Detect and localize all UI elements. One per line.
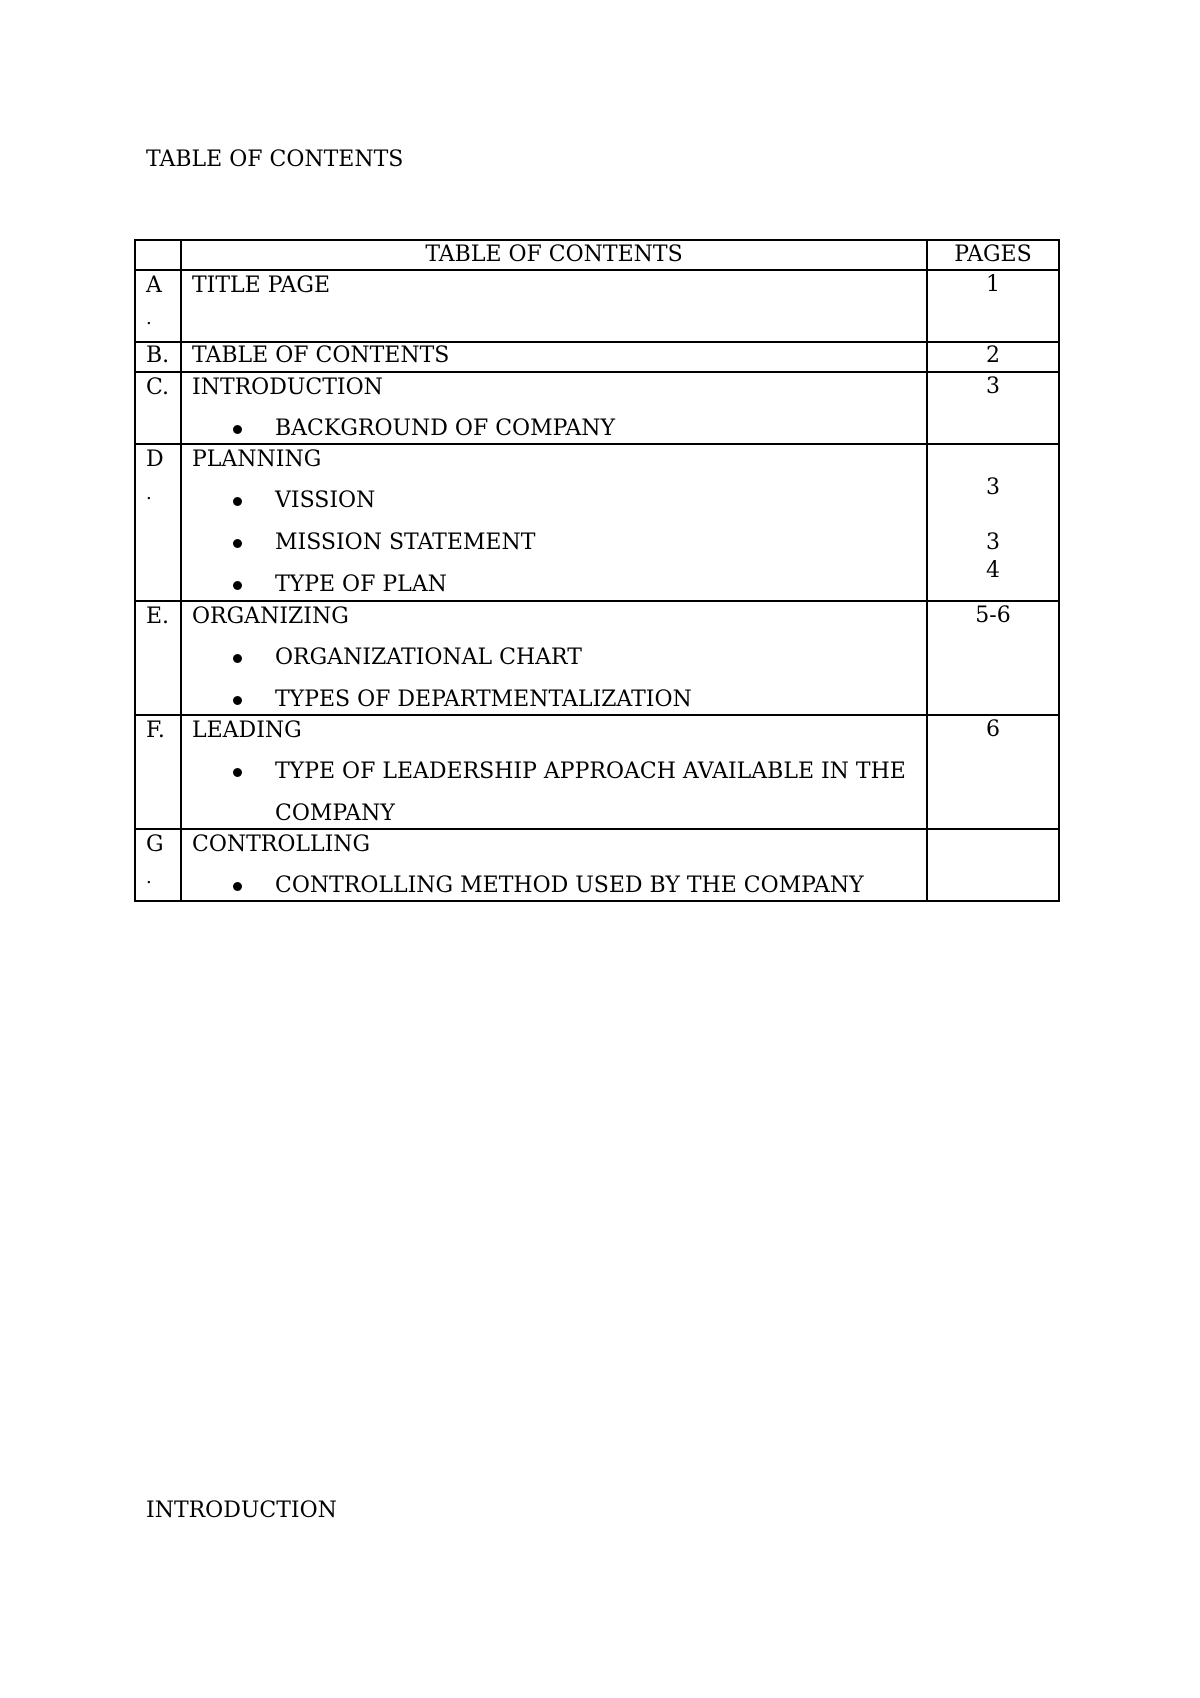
toc-letter (135, 715, 181, 829)
toc-letter-text: E. (146, 604, 170, 629)
toc-subitem-label: TYPES OF DEPARTMENTALIZATION (275, 687, 692, 712)
toc-subitem-label-continued: COMPANY (275, 801, 395, 826)
bullet-icon (233, 539, 242, 548)
toc-subitems (192, 487, 926, 599)
toc-subitem (275, 758, 926, 828)
toc-pages (927, 270, 1059, 342)
toc-subitem (275, 571, 926, 599)
toc-subitem-label: CONTROLLING METHOD USED BY THE COMPANY (275, 873, 864, 898)
toc-subitems (192, 758, 926, 828)
toc-letter-text: F. (146, 718, 165, 743)
toc-pages (927, 715, 1059, 829)
toc-row (135, 715, 1059, 829)
toc-header-pages: PAGES (927, 240, 1059, 270)
toc-subitems (192, 644, 926, 714)
toc-row (135, 444, 1059, 601)
toc-letter (135, 372, 181, 444)
toc-section-title: TITLE PAGE (192, 273, 331, 298)
toc-subitem-label: TYPE OF PLAN (275, 572, 447, 597)
toc-letter (135, 444, 181, 601)
toc-page-number: 3 (986, 530, 1000, 555)
page-title: TABLE OF CONTENTS (146, 147, 404, 172)
toc-title (181, 342, 927, 372)
toc-letter-text: A (146, 273, 162, 298)
toc-subitem (275, 415, 926, 443)
toc-letter (135, 601, 181, 715)
toc-title (181, 270, 927, 342)
toc-subitem (275, 487, 926, 515)
toc-row (135, 372, 1059, 444)
bullet-icon (233, 882, 242, 891)
bullet-icon (233, 696, 242, 705)
toc-letter (135, 829, 181, 901)
toc-letter-dot: . (146, 867, 152, 888)
toc-section-title: INTRODUCTION (192, 375, 383, 400)
toc-page-number: 3 (986, 374, 1000, 399)
toc-title (181, 372, 927, 444)
toc-row (135, 601, 1059, 715)
toc-pages (927, 829, 1059, 901)
bullet-icon (233, 581, 242, 590)
toc-letter-text: C. (146, 375, 170, 400)
toc-pages (927, 444, 1059, 601)
toc-section-title: ORGANIZING (192, 604, 349, 629)
toc-page-number: 2 (986, 343, 1000, 368)
toc-subitem (275, 529, 926, 557)
toc-letter-dot: . (146, 308, 152, 329)
toc-pages (927, 342, 1059, 372)
toc-header-title: TABLE OF CONTENTS (181, 240, 927, 270)
toc-subitem (275, 686, 926, 714)
bullet-icon (233, 425, 242, 434)
toc-header-letter (135, 240, 181, 270)
toc-subitem-label: MISSION STATEMENT (275, 530, 536, 555)
toc-subitem-label: TYPE OF LEADERSHIP APPROACH AVAILABLE IN THE (275, 759, 906, 784)
toc-letter-text: D (146, 447, 164, 472)
toc-title (181, 715, 927, 829)
toc-page-number: 3 (986, 475, 1000, 500)
toc-subitem (275, 644, 926, 672)
toc-title (181, 601, 927, 715)
section-heading-introduction: INTRODUCTION (146, 1498, 337, 1523)
bullet-icon (233, 768, 242, 777)
toc-letter (135, 270, 181, 342)
toc-row (135, 829, 1059, 901)
toc-page-number: 1 (986, 272, 1000, 297)
toc-subitems (192, 872, 926, 900)
toc-header-row (135, 240, 1059, 270)
bullet-icon (233, 497, 242, 506)
toc-page-number: 6 (986, 717, 1000, 742)
toc-letter-dot: . (146, 483, 152, 504)
toc-subitem-label: BACKGROUND OF COMPANY (275, 416, 616, 441)
toc-letter-text: G (146, 832, 164, 857)
toc-section-title: PLANNING (192, 447, 322, 472)
toc-subitem (275, 872, 926, 900)
toc-pages (927, 372, 1059, 444)
toc-letter (135, 342, 181, 372)
toc-title (181, 444, 927, 601)
toc-section-title: CONTROLLING (192, 832, 371, 857)
toc-subitem-label: VISSION (275, 488, 376, 513)
toc-table (134, 239, 1060, 902)
toc-letter-text: B. (146, 343, 170, 368)
toc-page-number: 4 (986, 558, 1000, 583)
toc-page-number: 5-6 (975, 603, 1011, 628)
toc-row (135, 342, 1059, 372)
bullet-icon (233, 654, 242, 663)
toc-subitem-label: ORGANIZATIONAL CHART (275, 645, 582, 670)
toc-section-title: TABLE OF CONTENTS (192, 343, 450, 368)
toc-section-title: LEADING (192, 718, 302, 743)
toc-row (135, 270, 1059, 342)
toc-title (181, 829, 927, 901)
toc-pages (927, 601, 1059, 715)
toc-subitems (192, 415, 926, 443)
